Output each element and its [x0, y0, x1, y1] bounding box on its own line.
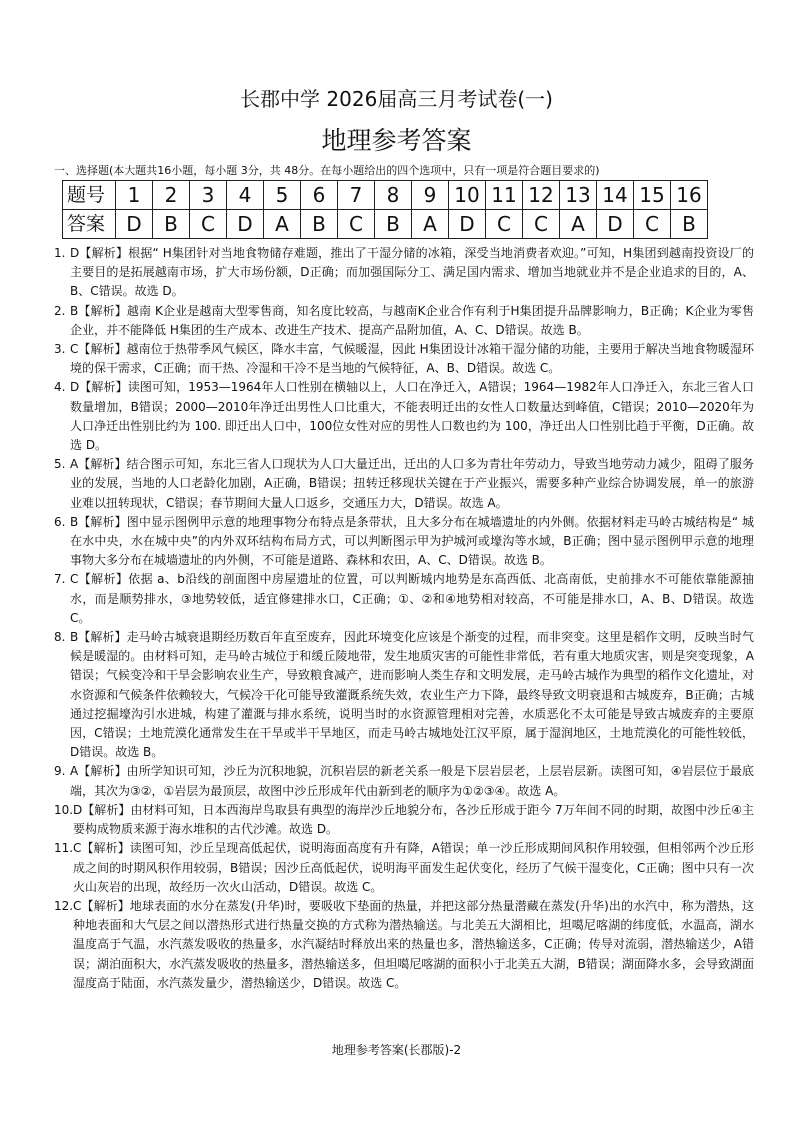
- item-text: A【解析】结合图示可知，东北三省人口现状为人口大量迁出，迁出的人口多为青壮年劳动力，导致当地劳动力减少，阻碍了服务业的发展，当地的人口老龄化加剧，A正确，B错误；扭转迁移现状关键在于产业振兴，需要多种产业综合协调发展，单一的旅游业难以扭转现状，C错误；春节期间大量人口返乡，交通压力大，D错误。故选 A。: [70, 457, 754, 510]
- section-instruction: 一、选择题(本大题共16小题，每小题 3分，共 48分。在每小题给出的四个选项中，只有一项是符合题目要求的): [54, 164, 600, 177]
- question-number: 4: [227, 181, 264, 210]
- answer-cell: B: [671, 210, 708, 239]
- item-text: B【解析】走马岭古城衰退期经历数百年直至废弃，因此环境变化应该是个渐变的过程，而非突变。这里是稻作文明，反映当时气候是暖湿的。由材料可知，走马岭古城位于和缓丘陵地带，发生地质灾害的可能性非常低，若有重大地质灾害，则是突变现象，A错误；气候变冷和干旱会影响农业生产，导致粮食减产，进而影响人类生存和文明发展，走马岭古城作为典型的稻作文化遗址，对水资源和气候条件依赖较大，气候冷干化可能导致灌溉系统失效，农业生产力下降，最终导致文明衰退和古城废弃，B正确；古城通过挖掘壕沟引水进城，构建了灌溉与排水系统，说明当时的水资源管理相对完善，水质恶化不太可能是导致古城废弃的主要原因，C错误；土地荒漠化通常发生在干旱或半干旱地区，而走马岭古城地处江汉平原，属于湿润地区，土地荒漠化的可能性较低，D错误。故选 B。: [70, 630, 755, 760]
- explanation-list: [54, 244, 754, 993]
- exam-title: 长郡中学 2026届高三月考试卷(一): [240, 87, 553, 111]
- item-text: A【解析】由所学知识可知，沙丘为沉积地貌，沉积岩层的新老关系一般是下层岩层老，上层岩层新。读图可知，④岩层位于最底端，其次为③②，①岩层为最顶层，故图中沙丘形成年代由新到老的顺序为①②③④。故选 A。: [70, 764, 754, 798]
- question-number: 2: [153, 181, 190, 210]
- question-number: 7: [338, 181, 375, 210]
- item-text: D【解析】由材料可知，日本西海岸鸟取县有典型的海岸沙丘地貌分布，各沙丘形成于距今 7万年间不同的时期，故图中沙丘④主要构成物质来源于海水堆积的古代沙滩。故选 D。: [73, 802, 754, 837]
- explanation-item: [54, 513, 754, 571]
- answer-cell: A: [560, 210, 597, 239]
- question-number: 15: [634, 181, 671, 210]
- question-number: 1: [116, 181, 153, 210]
- explanation-item: [54, 570, 754, 628]
- answer-cell: D: [597, 210, 634, 239]
- item-number: 3.: [54, 342, 66, 357]
- item-number: 7.: [54, 572, 66, 587]
- question-number: 11: [486, 181, 523, 210]
- explanation-item: [54, 839, 754, 897]
- answer-table: [62, 180, 708, 239]
- item-number: 4.: [54, 380, 66, 395]
- answer-cell: A: [412, 210, 449, 239]
- item-number: 11.: [54, 841, 74, 856]
- answer-cell: B: [375, 210, 412, 239]
- item-text: B【解析】图中显示图例甲示意的地理事物分布特点是条带状，且大多分布在城墙遗址的内外侧。依据材料走马岭古城结构是“ 城在水中央，水在城中央”的内外双环结构布局方式，可以判断图示甲为护城河或壕沟等水域，B正确；图中显示图例甲示意的地理事物大多分布在城墙遗址的内外侧，不可能是道路、森林和农田，A、C、D错误。故选 B。: [70, 514, 754, 568]
- item-number: 8.: [54, 630, 66, 645]
- question-number: 6: [301, 181, 338, 210]
- answer-cell: D: [449, 210, 486, 239]
- item-text: C【解析】依据 a、b沿线的剖面图中房屋遗址的位置，可以判断城内地势是东高西低、北高南低，史前排水不可能依靠能源抽水，而是顺势排水，③地势较低，适宜修建排水口，C正确；①、②和④地势相对较高，不可能是排水口，A、B、D错误。故选 C。: [70, 572, 754, 625]
- question-number-header: 题号: [63, 181, 116, 210]
- item-number: 12.: [54, 898, 74, 913]
- item-number: 2.: [54, 303, 66, 318]
- explanation-item: [54, 455, 754, 513]
- explanation-item: [54, 801, 754, 839]
- answer-cell: A: [264, 210, 301, 239]
- page-footer: 地理参考答案(长郡版)-2: [331, 1043, 462, 1057]
- answer-key-title: 地理参考答案: [321, 126, 472, 155]
- explanation-item: [54, 762, 754, 800]
- question-number: 13: [560, 181, 597, 210]
- question-number: 9: [412, 181, 449, 210]
- item-number: 9.: [54, 764, 66, 779]
- item-number: 6.: [54, 514, 66, 529]
- question-number: 14: [597, 181, 634, 210]
- item-number: 10.: [54, 802, 74, 817]
- item-number: 5.: [54, 457, 66, 472]
- question-number: 10: [449, 181, 486, 210]
- answer-cell: D: [227, 210, 264, 239]
- answer-cell: D: [116, 210, 153, 239]
- item-text: B【解析】越南 K企业是越南大型零售商，知名度比较高，与越南K企业合作有利于H集团提升品牌影响力，B正确；K企业为零售企业，并不能降低 H集团的生产成本、改进生产技术、提高产品附加值，A、C、D错误。故选 B。: [70, 303, 754, 337]
- explanation-item: [54, 302, 754, 340]
- answer-cell: C: [486, 210, 523, 239]
- item-number: 1.: [54, 246, 66, 260]
- answer-cell: B: [301, 210, 338, 239]
- question-number: 16: [671, 181, 708, 210]
- item-text: D【解析】读图可知，1953—1964年人口性别在横轴以上，人口在净迁入，A错误；1964—1982年人口净迁入，东北三省人口数量增加，B错误；2000—2010年净迁出男性人口比重大，不能表明迁出的女性人口数量达到峰值，C错误；2010—2020年为人口净迁出性别比约为 100. 即迁出人口中，100位女性对应的男性人口数也约为 100，净迁出人口性别比趋于平衡，D正确。故选 D。: [70, 380, 754, 453]
- answer-cell: C: [634, 210, 671, 239]
- item-text: C【解析】地球表面的水分在蒸发(升华)时，要吸收下垫面的热量，并把这部分热量潜藏在蒸发(升华)出的水汽中，称为潜热，这种地表面和大气层之间以潜热形式进行热量交换的方式称为潜热输送。与北美五大湖相比，坦噶尼喀湖的纬度低，水温高，湖水温度高于气温，水汽蒸发吸收的热量多，水汽凝结时释放出来的热量也多，潜热输送多，C正确；传导对流弱，潜热输送少，A错误；湖泊面积大，水汽蒸发吸收的热量多，潜热输送多，但坦噶尼喀湖的面积小于北美五大湖，B错误；湖面降水多，会导致湖面湿度高于陆面，水汽蒸发量少，潜热输送少，D错误。故选 C。: [73, 898, 754, 990]
- item-text: D【解析】根据“ H集团针对当地食物储存难题，推出了干湿分储的冰箱，深受当地消费者欢迎。”可知，H集团到越南投资设厂的主要目的是拓展越南市场，扩大市场份额，D正确；而加强国际分工、满足国内需求、增加当地就业并不是企业追求的目的，A、B、C错误。故选 D。: [70, 246, 754, 299]
- explanation-item: [54, 628, 754, 762]
- item-text: C【解析】越南位于热带季风气候区，降水丰富，气候暖湿，因此 H集团设计冰箱干湿分储的功能，主要用于解决当地食物暖湿环境的保干需求，C正确；而干热、冷湿和干冷不是当地的气候特征，A、B、D错误。故选 C。: [70, 342, 754, 376]
- question-number: 8: [375, 181, 412, 210]
- question-number: 5: [264, 181, 301, 210]
- answer-cell: C: [523, 210, 560, 239]
- explanation-item: [54, 244, 754, 302]
- explanation-item: [54, 378, 754, 455]
- answer-cell: B: [153, 210, 190, 239]
- item-text: C【解析】读图可知，沙丘呈现高低起伏，说明海面高度有升有降，A错误；单一沙丘形成期间风积作用较强，但相邻两个沙丘形成之间的时期风积作用较弱，B错误；因沙丘高低起伏，说明海平面发生起伏变化，经历了气候干湿变化，C正确；图中只有一次火山灰岩的出现，故经历一次火山活动，D错误。故选 C。: [73, 841, 754, 894]
- explanation-item: [54, 897, 754, 993]
- answer-cell: C: [190, 210, 227, 239]
- explanation-item: [54, 340, 754, 378]
- answer-cell: C: [338, 210, 375, 239]
- question-number-row: [63, 181, 708, 210]
- question-number: 3: [190, 181, 227, 210]
- answer-row: [63, 210, 708, 239]
- question-number: 12: [523, 181, 560, 210]
- answer-header: 答案: [63, 210, 116, 239]
